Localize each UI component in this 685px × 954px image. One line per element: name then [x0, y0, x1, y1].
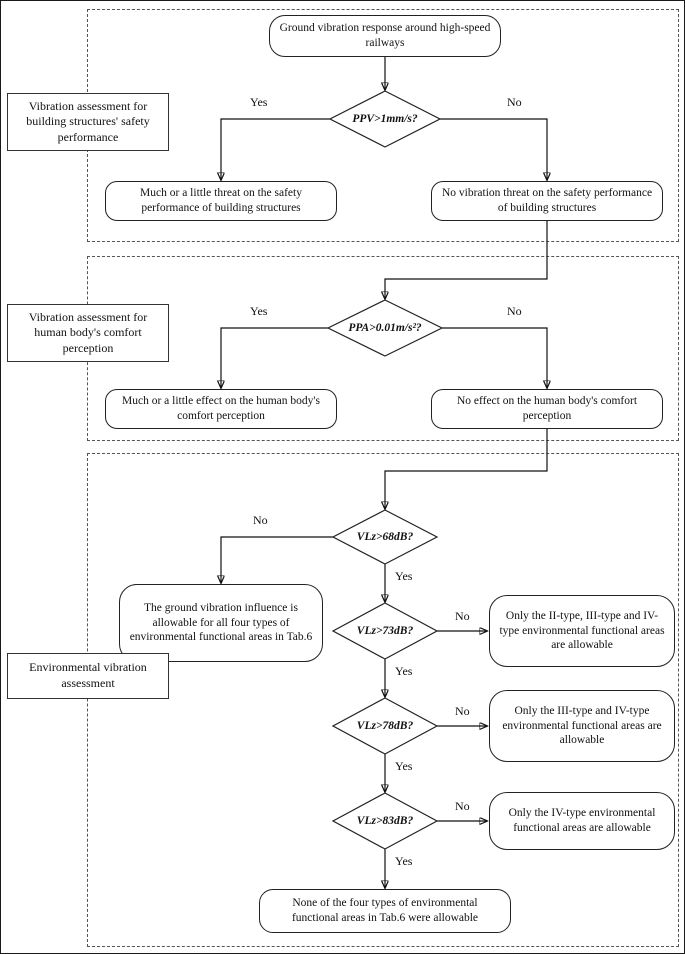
decision-ppv-label: PPV>1mm/s?	[352, 113, 418, 125]
edge-label-yes: Yes	[395, 664, 413, 678]
result-text: None of the four types of environmental functional areas in Tab.6 were allowable	[291, 897, 479, 924]
edge-label-yes: Yes	[395, 569, 413, 583]
result-ii-iii-iv-allowable	[489, 595, 675, 667]
edge-ppa-no	[442, 328, 547, 388]
edge-ppv-yes	[221, 119, 330, 180]
result-iv-allowable	[489, 792, 675, 850]
edge-ppa-yes	[221, 328, 328, 388]
section-label-environmental	[7, 653, 169, 699]
section-label-text: Environmental vibration assessment	[29, 660, 147, 690]
edge-vlz68-no	[221, 537, 333, 583]
result-comfort-effect	[105, 389, 337, 429]
edge-label-no: No	[455, 704, 470, 718]
result-comfort-no-effect	[431, 389, 663, 429]
edge-label-yes: Yes	[395, 759, 413, 773]
edge-label-no: No	[253, 513, 268, 527]
edge-label-yes: Yes	[250, 95, 268, 109]
edge-ppv-no	[440, 119, 547, 180]
edge-label-yes: Yes	[250, 304, 268, 318]
decision-vlz73-label: VLz>73dB?	[356, 625, 414, 637]
result-building-threat	[105, 181, 337, 221]
edge-label-yes: Yes	[395, 854, 413, 868]
section-label-text: Vibration assessment for building structures' safety performance	[26, 98, 150, 144]
result-text: No effect on the human body's comfort perception	[456, 395, 638, 422]
edge-label-no: No	[507, 95, 522, 109]
edge-label-no: No	[507, 304, 522, 318]
result-text: Much or a little threat on the safety performance of building structures	[140, 187, 302, 214]
result-all-areas-allowable	[119, 584, 323, 662]
result-text: Only the II-type, III-type and IV-type environmental functional areas are allowable	[499, 609, 665, 652]
section-label-human-comfort	[7, 304, 169, 362]
edge-section2-to-vlz68	[385, 429, 547, 509]
decision-vlz83-label: VLz>83dB?	[356, 815, 414, 827]
result-text: Much or a little effect on the human body's comfort perception	[122, 395, 320, 422]
result-text: No vibration threat on the safety performance of building structures	[441, 187, 653, 214]
result-none-allowable	[259, 889, 511, 933]
section-label-text: Vibration assessment for human body's comfort perception	[28, 309, 148, 355]
start-node	[269, 15, 501, 57]
decision-ppa-label: PPA>0.01m/s²?	[348, 322, 422, 334]
result-iii-iv-allowable	[489, 690, 675, 762]
edge-label-no: No	[455, 799, 470, 813]
edge-section1-to-ppa	[385, 221, 547, 299]
edge-label-no: No	[455, 609, 470, 623]
decision-vlz68-label: VLz>68dB?	[356, 531, 414, 543]
result-text: The ground vibration influence is allowable for all four types of environmental functional areas in Tab.6	[129, 601, 313, 644]
result-building-no-threat	[431, 181, 663, 221]
decision-vlz78-label: VLz>78dB?	[356, 720, 414, 732]
section-label-building-safety	[7, 93, 169, 151]
result-text: Only the III-type and IV-type environmental functional areas are allowable	[502, 704, 662, 747]
result-text: Only the IV-type environmental functional areas are allowable	[508, 807, 656, 834]
start-node-text: Ground vibration response around high-speed railways	[279, 22, 491, 49]
